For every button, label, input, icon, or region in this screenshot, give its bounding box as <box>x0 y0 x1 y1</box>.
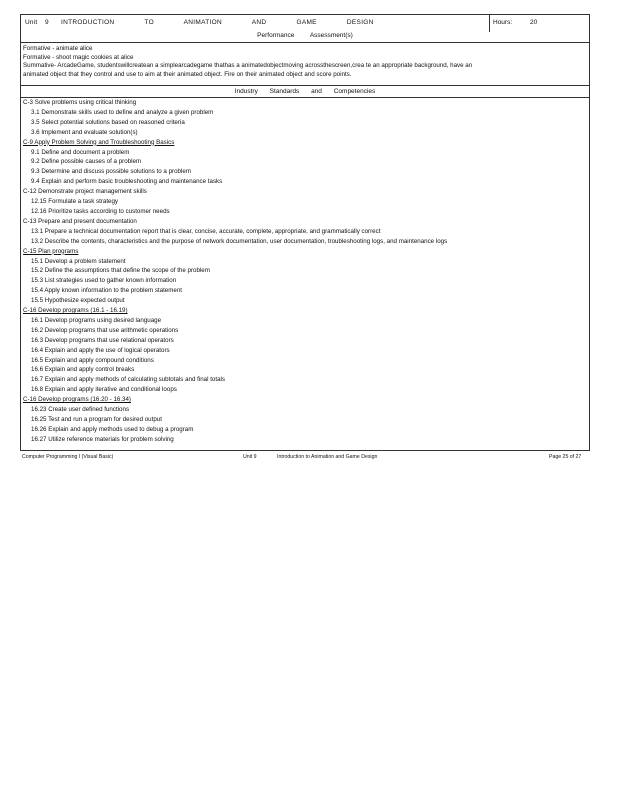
assessment-line: animated object that they control and use to aim at their animated object. Fire on their animated object and score points. <box>23 70 352 78</box>
competency-item: 3.6 Implement and evaluate solution(s) <box>31 128 138 136</box>
hours-label: Hours: <box>493 19 513 26</box>
unit-label: Unit <box>25 19 38 26</box>
unit-table <box>20 14 590 451</box>
competency-item: 16.4 Explain and apply the use of logical operators <box>31 346 170 354</box>
competency-item: 16.5 Explain and apply compound conditions <box>31 356 154 364</box>
footer-page-number: Page 25 of 27 <box>549 454 582 460</box>
competency-item: 15.5 Hypothesize expected output <box>31 297 125 305</box>
competency-item: 9.4 Explain and perform basic troubleshooting and maintenance tasks <box>31 178 223 186</box>
competency-item: 3.1 Demonstrate skills used to define and analyze a given problem <box>31 108 214 116</box>
hours-value: 20 <box>530 19 538 26</box>
footer-unit-title: Introduction to Animation and Game Design <box>277 454 378 460</box>
assessment-line: Summative- ArcadeGame, studentswillcreatean a simplearcadegame thathas a animatedobjectmoving acrossthescreen,crea te an appropriate background, have an <box>23 62 473 70</box>
footer-unit: Unit 9 <box>243 454 257 460</box>
competency-item: 3.5 Select potential solutions based on reasoned criteria <box>31 118 185 126</box>
unit-title: INTRODUCTION TO ANIMATION AND GAME DESIGN <box>61 19 374 26</box>
unit-number: 9 <box>45 19 49 26</box>
competency-item: 12.15 Formulate a task strategy <box>31 198 119 206</box>
competency-item: 16.2 Develop programs that use arithmetic operations <box>31 326 179 334</box>
competency-item: 16.8 Explain and apply iterative and conditional loops <box>31 386 177 394</box>
competency-heading: C-13 Prepare and present documentation <box>23 217 137 225</box>
competency-item: 16.25 Test and run a program for desired output <box>31 416 162 423</box>
competency-item: 16.7 Explain and apply methods of calculating subtotals and final totals <box>31 376 225 384</box>
competency-item: 16.1 Develop programs using desired language <box>31 316 162 324</box>
hours-cell <box>489 15 590 32</box>
assessment-line: Formative - shoot magic cookies at alice <box>23 53 134 61</box>
competency-heading: C-9 Apply Problem Solving and Troubleshooting Basics <box>23 138 175 146</box>
competency-item: 9.1 Define and document a problem <box>31 148 130 156</box>
competency-item: 13.1 Prepare a technical documentation report that is clear, concise, accurate, complete, appropriate, and grammatically correct <box>31 227 381 235</box>
competency-heading: C-16 Develop programs (16.20 - 16.34) <box>23 396 131 404</box>
footer-course: Computer Programming I (Visual Basic) <box>22 454 114 460</box>
competency-item: 9.2 Define possible causes of a problem <box>31 158 142 166</box>
unit-header-row <box>21 15 589 43</box>
competency-item: 12.16 Prioritize tasks according to customer needs <box>31 207 170 215</box>
competency-item: 15.2 Define the assumptions that define the scope of the problem <box>31 267 210 275</box>
competency-item: 15.3 List strategies used to gather known information <box>31 277 177 285</box>
competency-list <box>23 98 583 445</box>
competency-heading: C-15 Plan programs <box>23 247 79 255</box>
competency-heading: C-12 Demonstrate project management skills <box>23 188 147 196</box>
assessment-list <box>23 45 583 79</box>
competency-item: 16.3 Develop programs that use relational operators <box>31 336 174 344</box>
competency-item: 16.27 Utilize reference materials for problem solving <box>31 435 174 443</box>
competency-item: 15.1 Develop a problem statement <box>31 257 126 265</box>
competencies-heading: Industry Standards and Competencies <box>21 85 589 98</box>
performance-heading: Performance Assessment(s) <box>257 32 353 39</box>
competency-item: 15.4 Apply known information to the problem statement <box>31 287 182 295</box>
competency-heading: C-3 Solve problems using critical thinking <box>23 99 137 106</box>
competency-item: 16.26 Explain and apply methods used to debug a program <box>31 425 194 433</box>
competency-item: 13.2 Describe the contents, characteristics and the purpose of network documentation, user documentation, troubleshooting logs, and maintenance logs <box>31 237 448 245</box>
competency-heading: C-16 Develop programs (16.1 - 16.19) <box>23 307 128 315</box>
competency-item: 16.23 Create user defined functions <box>31 406 130 414</box>
assessment-line: Formative - animate alice <box>23 45 93 52</box>
competency-item: 9.3 Determine and discuss possible solutions to a problem <box>31 168 191 176</box>
competency-item: 16.6 Explain and apply control breaks <box>31 366 135 374</box>
